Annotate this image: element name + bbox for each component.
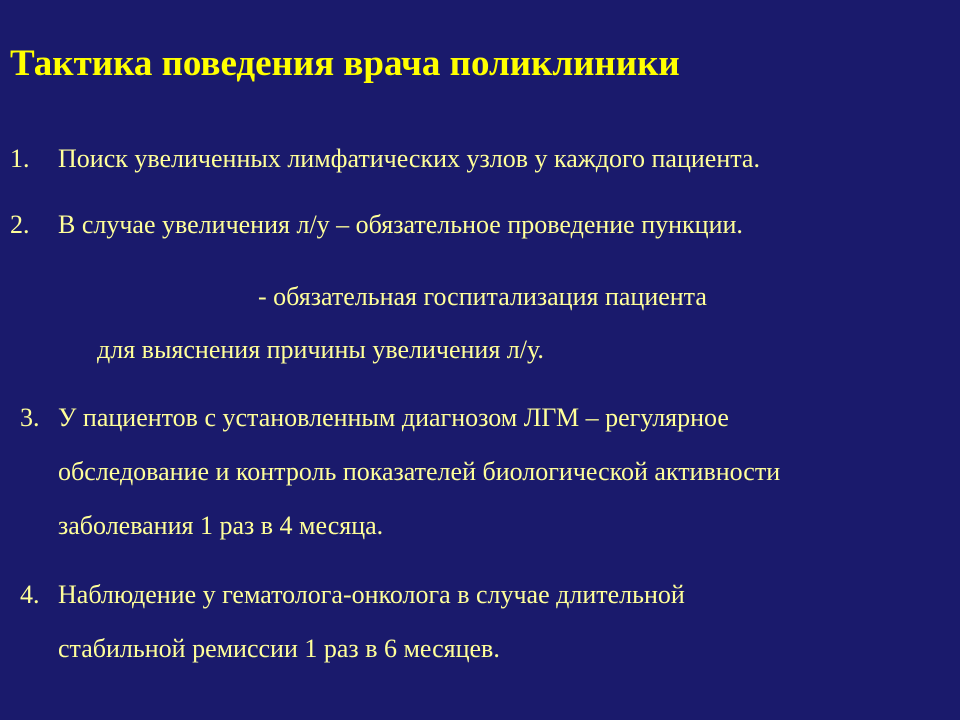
sub-item-line-1: - обязательная госпитализация пациента (258, 282, 707, 311)
sub-item-line-2: для выяснения причины увеличения л/у. (97, 335, 544, 364)
item-3-number: 3. (20, 403, 40, 432)
item-4-line-2: стабильной ремиссии 1 раз в 6 месяцев. (58, 634, 500, 663)
item-2-line-1: В случае увеличения л/у – обязательное проведение пункции. (58, 210, 743, 239)
item-3-line-2: обследование и контроль показателей биологической активности (58, 457, 781, 486)
item-4-number: 4. (20, 580, 40, 609)
item-4-line-1: Наблюдение у гематолога-онколога в случае длительной (58, 580, 685, 609)
item-3-line-1: У пациентов с установленным диагнозом ЛГМ – регулярное (58, 403, 729, 432)
slide-title: Тактика поведения врача поликлиники (10, 43, 680, 84)
item-2-number: 2. (10, 210, 30, 239)
item-1-line-1: Поиск увеличенных лимфатических узлов у каждого пациента. (58, 144, 760, 173)
item-3-line-3: заболевания 1 раз в 4 месяца. (58, 511, 384, 540)
item-1-number: 1. (10, 144, 30, 173)
